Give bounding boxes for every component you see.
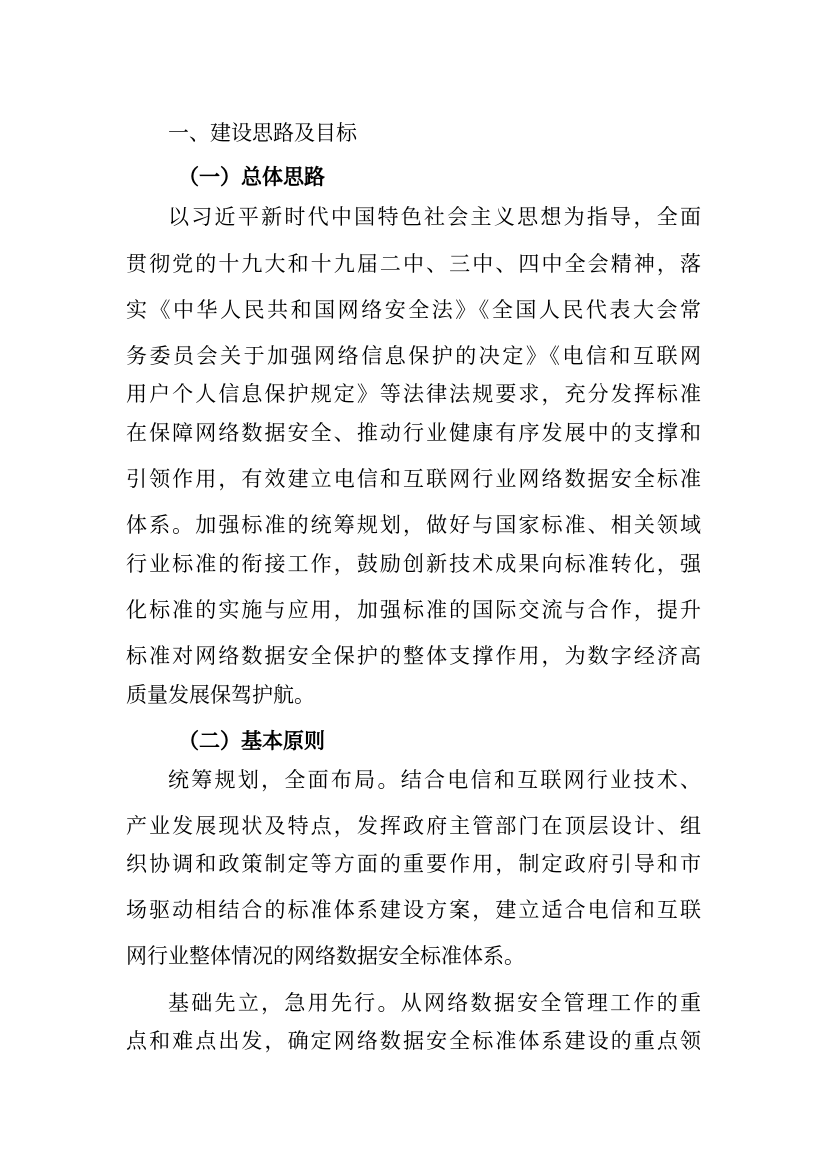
paragraph-line: 织协调和政策制定等方面的重要作用，制定政府引导和市 xyxy=(126,852,701,876)
subsection-heading-basic-principles: （二）基本原则 xyxy=(178,729,325,753)
paragraph-line: 体系。加强标准的统筹规划，做好与国家标准、相关领域 xyxy=(126,513,701,537)
paragraph-line: 贯彻党的十九大和十九届二中、三中、四中全会精神，落 xyxy=(126,252,701,276)
paragraph-line: 统筹规划，全面布局。结合电信和互联网行业技术、 xyxy=(168,768,701,792)
paragraph-line: 场驱动相结合的标准体系建设方案，建立适合电信和互联 xyxy=(126,898,701,922)
paragraph-line: 在保障网络数据安全、推动行业健康有序发展中的支撑和 xyxy=(126,421,701,445)
paragraph-line: 以习近平新时代中国特色社会主义思想为指导，全面 xyxy=(168,205,701,229)
paragraph-line: 引领作用，有效建立电信和互联网行业网络数据安全标准 xyxy=(126,467,701,491)
paragraph-line: 行业标准的衔接工作，鼓励创新技术成果向标准转化，强 xyxy=(126,552,701,576)
paragraph-line: 标准对网络数据安全保护的整体支撑作用，为数字经济高 xyxy=(126,644,701,668)
paragraph-line: 用户个人信息保护规定》等法律法规要求，充分发挥标准 xyxy=(126,382,701,406)
paragraph-line: 网行业整体情况的网络数据安全标准体系。 xyxy=(126,944,525,968)
section-heading: 一、建设思路及目标 xyxy=(168,121,357,145)
paragraph-line: 实《中华人民共和国网络安全法》《全国人民代表大会常 xyxy=(126,298,701,322)
paragraph-line: 产业发展现状及特点，发挥政府主管部门在顶层设计、组 xyxy=(126,814,701,838)
subsection-heading-overall-approach: （一）总体思路 xyxy=(178,165,325,189)
paragraph-line: 化标准的实施与应用，加强标准的国际交流与合作，提升 xyxy=(126,598,701,622)
paragraph-line: 点和难点出发，确定网络数据安全标准体系建设的重点领 xyxy=(126,1029,701,1053)
paragraph-line: 务委员会关于加强网络信息保护的决定》《电信和互联网 xyxy=(126,344,701,368)
paragraph-line: 质量发展保驾护航。 xyxy=(126,683,315,707)
paragraph-line: 基础先立，急用先行。从网络数据安全管理工作的重 xyxy=(168,991,701,1015)
